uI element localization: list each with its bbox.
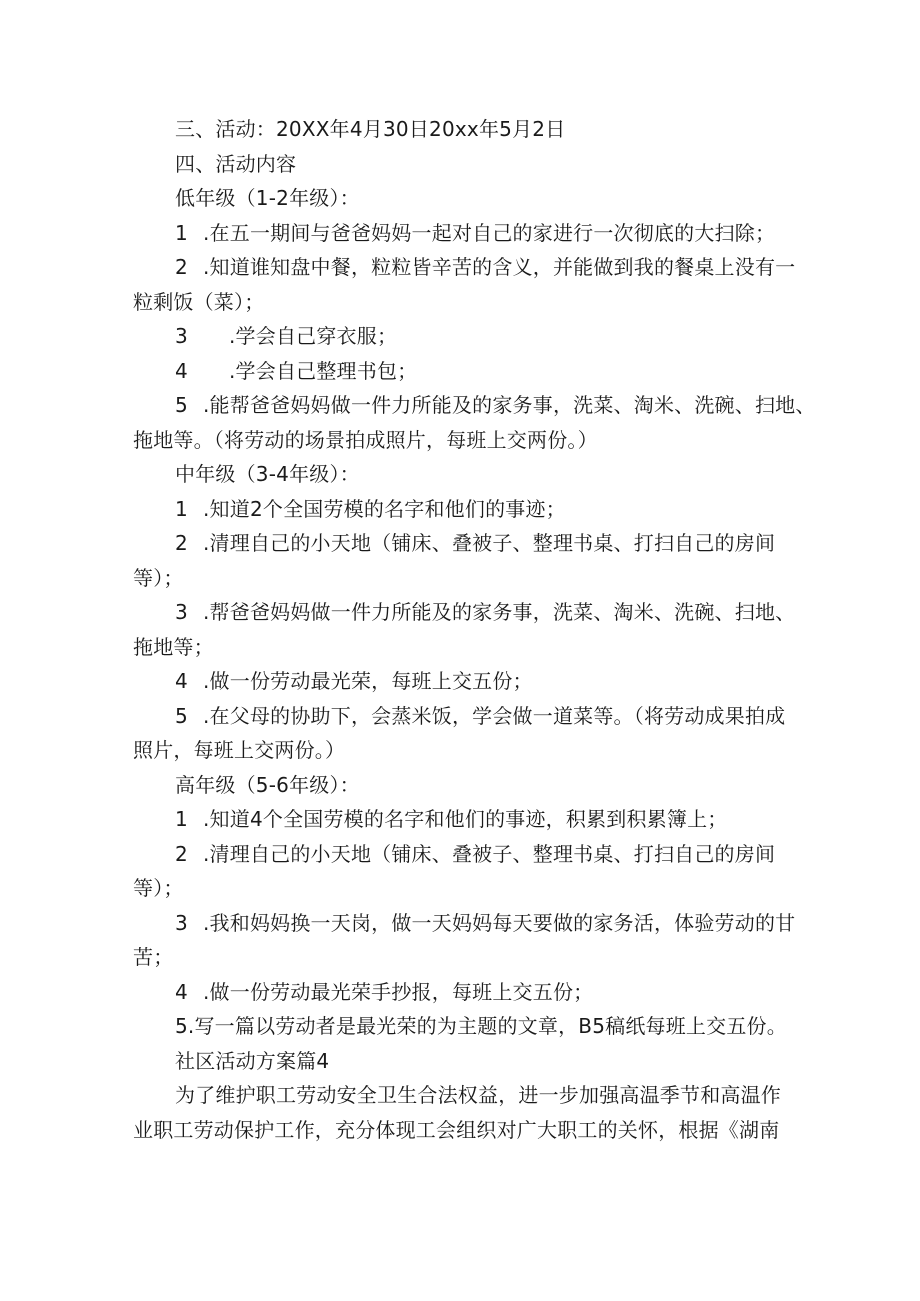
list-number: 4 — [175, 979, 188, 1004]
list-number: 3 — [175, 910, 188, 935]
list-item — [133, 837, 793, 872]
list-number: 5 — [175, 393, 188, 417]
subheading-lower-grades: 低年级（1-2年级）： — [175, 186, 360, 210]
list-number: 1 — [175, 807, 188, 831]
list-text: .在五一期间与爸爸妈妈一起对自己的家进行一次彻底的大扫除； — [203, 220, 776, 245]
section-heading-activity-content: 四、活动内容 — [175, 151, 297, 176]
list-text-continuation: 拖地等； — [133, 634, 214, 659]
list-item — [133, 250, 796, 285]
list-number: 5 — [175, 703, 188, 728]
paragraph-line: 为了维护职工劳动安全卫生合法权益，进一步加强高温季节和高温作 — [175, 1083, 781, 1107]
list-text-continuation: 等）； — [133, 565, 184, 590]
list-item — [133, 492, 793, 527]
document-page — [133, 112, 816, 1147]
list-number: 1 — [175, 220, 188, 245]
list-number: 3 — [175, 324, 188, 348]
list-text-continuation: 苦； — [133, 945, 174, 969]
list-number: 2 — [175, 255, 188, 279]
list-number: 2 — [175, 841, 188, 866]
list-text: .在父母的协助下，会蒸米饭，学会做一道菜等。（将劳动成果拍成 — [203, 703, 786, 728]
list-item — [133, 216, 793, 251]
list-text-continuation: 照片，每班上交两份。） — [133, 738, 346, 762]
section-heading-activity-time: 三、活动：20XX年4月30日20xx年5月2日 — [175, 117, 566, 141]
list-text: .我和妈妈换一天岗，做一天妈妈每天要做的家务活，体验劳动的甘 — [203, 910, 796, 935]
subheading-middle-grades: 中年级（3-4年级）： — [175, 462, 360, 486]
list-item — [133, 802, 793, 837]
list-item: 5.写一篇以劳动者是最光荣的为主题的文章，B5稿纸每班上交五份。 — [175, 1014, 787, 1038]
list-text: .做一份劳动最光荣，每班上交五份； — [203, 669, 533, 693]
list-item — [133, 975, 793, 1010]
list-item — [133, 664, 793, 699]
list-item — [133, 699, 793, 734]
list-text: .做一份劳动最光荣手抄报，每班上交五份； — [203, 979, 594, 1004]
list-text: .知道2个全国劳模的名字和他们的事迹； — [203, 496, 566, 521]
list-number: 3 — [175, 600, 188, 624]
list-text: .知道4个全国劳模的名字和他们的事迹，积累到积累簿上； — [203, 807, 728, 831]
list-text: .学会自己穿衣服； — [229, 324, 398, 348]
list-text: .能帮爸爸妈妈做一件力所能及的家务事，洗菜、淘米、洗碗、扫地、 — [203, 393, 816, 417]
list-number: 2 — [175, 531, 188, 555]
list-item — [133, 388, 816, 423]
list-item — [133, 906, 796, 941]
list-number: 1 — [175, 496, 188, 521]
list-item — [133, 595, 796, 630]
section-heading-community-plan: 社区活动方案篇4 — [175, 1048, 330, 1073]
subheading-upper-grades: 高年级（5-6年级）： — [175, 772, 360, 797]
list-number: 4 — [175, 358, 188, 383]
list-text: .知道谁知盘中餐，粒粒皆辛苦的含义，并能做到我的餐桌上没有一 — [203, 255, 796, 279]
list-text: .清理自己的小天地（铺床、叠被子、整理书桌、打扫自己的房间 — [203, 841, 776, 866]
list-text-continuation: 拖地等。（将劳动的场景拍成照片，每班上交两份。） — [133, 427, 598, 452]
list-text-continuation: 粒剩饭（菜）； — [133, 289, 265, 314]
paragraph-line: 业职工劳动保护工作，充分体现工会组织对广大职工的关怀，根据《湖南 — [133, 1117, 780, 1142]
list-text: .帮爸爸妈妈做一件力所能及的家务事，洗菜、淘米、洗碗、扫地、 — [203, 600, 796, 624]
list-text-continuation: 等）； — [133, 876, 184, 900]
list-number: 4 — [175, 669, 188, 693]
list-item — [133, 526, 793, 561]
list-item — [133, 319, 793, 354]
list-text: .清理自己的小天地（铺床、叠被子、整理书桌、打扫自己的房间 — [203, 531, 776, 555]
list-item — [133, 354, 793, 389]
list-text: .学会自己整理书包； — [229, 358, 418, 383]
